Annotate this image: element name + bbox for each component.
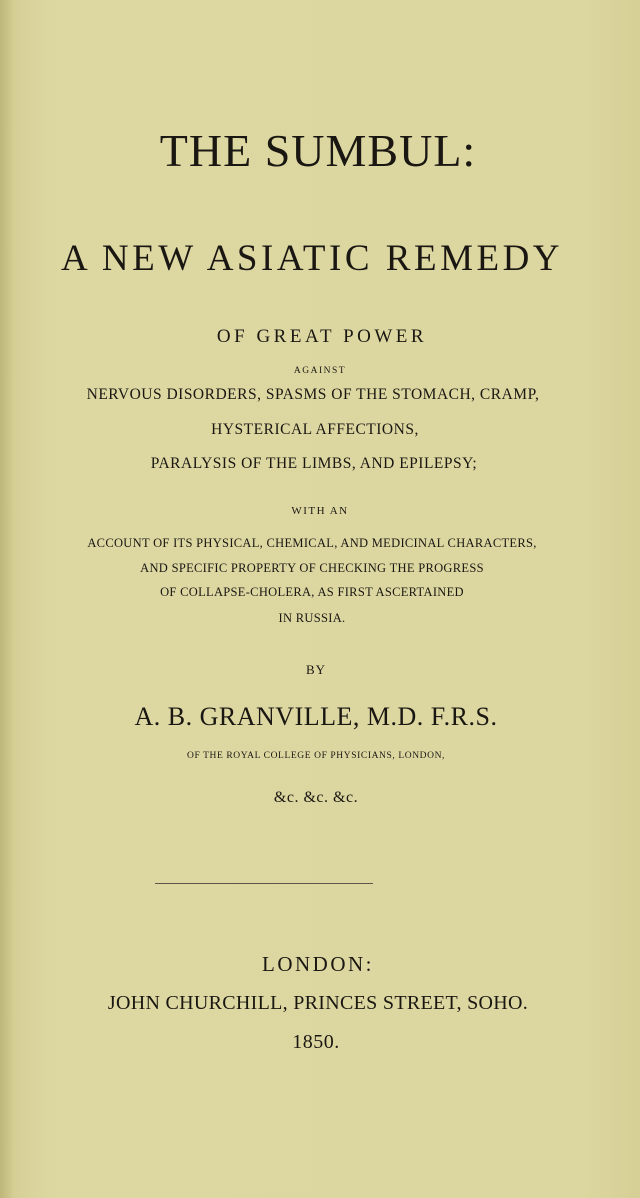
etc-line: &c. &c. &c. — [273, 789, 359, 806]
imprint-year: 1850. — [292, 1031, 340, 1053]
by-line: BY — [305, 662, 327, 677]
page-edge-shadow — [0, 0, 14, 1198]
author-affiliation: OF THE ROYAL COLLEGE OF PHYSICIANS, LONDON, — [186, 751, 446, 761]
account-line: AND SPECIFIC PROPERTY OF CHECKING THE PROGRESS — [140, 561, 484, 575]
of-great-power-line: OF GREAT POWER — [216, 326, 428, 347]
ailments-line: NERVOUS DISORDERS, SPASMS OF THE STOMACH, CRAMP, — [86, 386, 540, 403]
imprint-publisher: JOHN CHURCHILL, PRINCES STREET, SOHO. — [107, 992, 529, 1014]
against-line: AGAINST — [293, 366, 347, 376]
ailments-line: PARALYSIS OF THE LIMBS, AND EPILEPSY; — [150, 455, 478, 472]
account-line: OF COLLAPSE-CHOLERA, AS FIRST ASCERTAINED — [160, 585, 464, 599]
book-subtitle: A NEW ASIATIC REMEDY — [60, 238, 564, 279]
account-line: IN RUSSIA. — [278, 611, 346, 625]
imprint-city: LONDON: — [262, 952, 374, 976]
author-name: A. B. GRANVILLE, M.D. F.R.S. — [134, 702, 498, 731]
book-title: THE SUMBUL: — [159, 125, 477, 176]
ailments-line: HYSTERICAL AFFECTIONS, — [211, 421, 419, 438]
with-an-line: WITH AN — [291, 505, 349, 517]
divider-rule — [155, 883, 373, 884]
account-line: ACCOUNT OF ITS PHYSICAL, CHEMICAL, AND MEDICINAL CHARACTERS, — [87, 536, 537, 550]
